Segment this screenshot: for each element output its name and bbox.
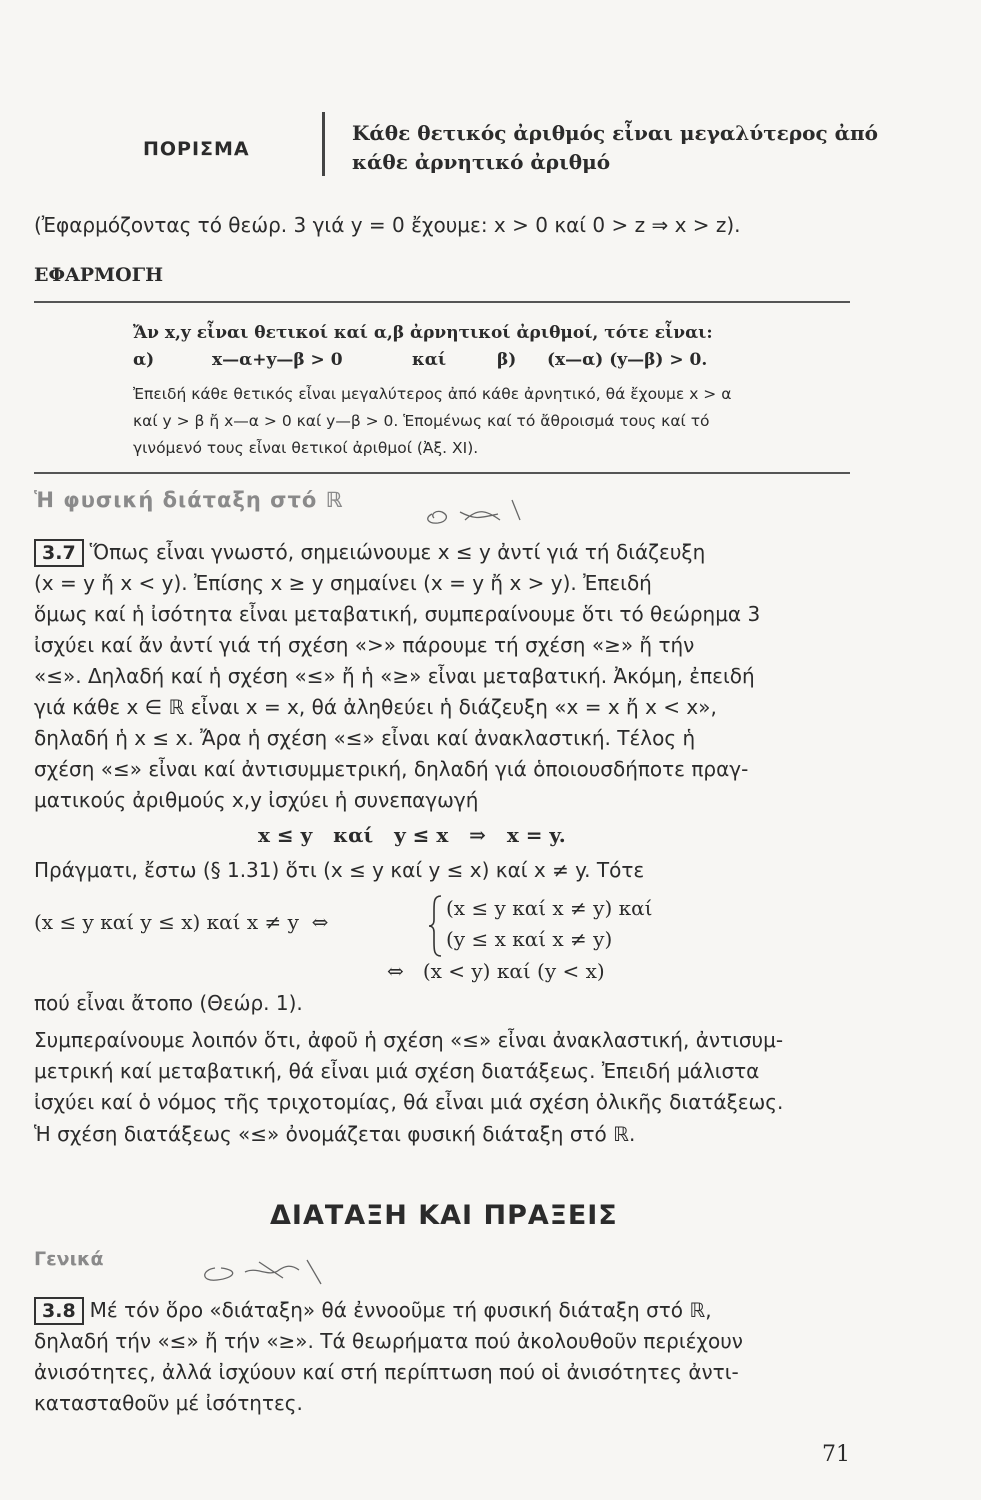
corollary-note: (Ἐφαρμόζοντας τό θεώρ. 3 γιά y = 0 ἔχουμε: x > 0 καί 0 > z ⇒ x > z). [34, 213, 741, 237]
section-ops-subheading: Γενικά [34, 1248, 104, 1270]
conclusion-line-1: Συμπεραίνουμε λοιπόν ὅτι, ἀφοῦ ἡ σχέση «≤» εἶναι ἀνακλαστική, ἀντισυμ- [34, 1028, 784, 1052]
conclusion-line-4: Ἡ σχέση διατάξεως «≤» ὀνομάζεται φυσική διάταξη στό ℝ. [34, 1122, 636, 1146]
corollary-divider [322, 112, 325, 176]
section-natural-line-3: ὅμως καί ἡ ἰσότητα εἶναι μεταβατική, συμπεραίνουμε ὅτι τό θεώρημα 3 [34, 602, 761, 626]
section-natural-line-5: «≤». Δηλαδή καί ἡ σχέση «≤» ἤ ἡ «≥» εἶναι μεταβατική. Ἀκόμη, ἐπειδή [34, 664, 755, 688]
application-and: καί [412, 350, 447, 370]
left-brace [428, 894, 444, 958]
pencil-scribble-1 [420, 490, 530, 530]
corollary-line-1: Κάθε θετικός ἀριθμός εἶναι μεγαλύτερος ἀπό [352, 121, 878, 145]
section-ops-line-3: ἀνισότητες, ἀλλά ἰσχύουν καί στή περίπτωση πού οἱ ἀνισότητες ἀντι- [34, 1360, 739, 1384]
application-proof-2: καί y > β ἤ x—α > 0 καί y—β > 0. Ἑπομένως καί τό ἄθροισμά τους καί τό [133, 412, 710, 430]
section-ops-title: ΔΙΑΤΑΞΗ ΚΑΙ ΠΡΑΞΕΙΣ [270, 1200, 618, 1231]
corollary-line-2: κάθε ἀρνητικό ἀριθμό [352, 150, 611, 174]
equivalence-right-3: ⇔ (x < y) καί (y < x) [387, 959, 605, 983]
section-ops-text-1: Μέ τόν ὅρο «διάταξη» θά ἐννοοῦμε τή φυσική διάταξη στό ℝ, [89, 1298, 712, 1322]
section-natural-line-8: σχέση «≤» εἶναι καί ἀντισυμμετρική, δηλαδή γιά ὁποιουσδήποτε πραγ- [34, 757, 749, 781]
section-ops-line-1 [34, 1295, 712, 1325]
section-number-3-8: 3.8 [34, 1297, 84, 1325]
indeed-line: Πράγματι, ἔστω (§ 1.31) ὅτι (x ≤ y καί y ≤ x) καί x ≠ y. Τότε [34, 858, 645, 882]
section-ops-line-2: δηλαδή τήν «≤» ἤ τήν «≥». Τά θεωρήματα πού ἀκολουθοῦν περιέχουν [34, 1329, 743, 1353]
section-natural-line-6: γιά κάθε x ∈ ℝ εἶναι x = x, θά ἀληθεύει ἡ διάζευξη «x = x ἤ x < x», [34, 695, 717, 719]
section-natural-line-4: ἰσχύει καί ἄν ἀντί γιά τή σχέση «>» πάρουμε τή σχέση «≥» ἤ τήν [34, 633, 695, 657]
application-bottom-rule [34, 472, 850, 474]
section-natural-line-7: δηλαδή ἡ x ≤ x. Ἄρα ἡ σχέση «≤» εἶναι καί ἀνακλαστική. Τέλος ἡ [34, 726, 696, 750]
section-natural-line-9: ματικούς ἀριθμούς x,y ἰσχύει ἡ συνεπαγωγή [34, 788, 479, 812]
antisymmetry-implication: x ≤ y καί y ≤ x ⇒ x = y. [258, 823, 566, 847]
conclusion-line-2: μετρική καί μεταβατική, θά εἶναι μιά σχέση διατάξεως. Ἐπειδή μάλιστα [34, 1059, 760, 1083]
section-natural-line-2: (x = y ἤ x < y). Ἐπίσης x ≥ y σημαίνει (x = y ἤ x > y). Ἐπειδή [34, 571, 652, 595]
application-proof-1: Ἐπειδή κάθε θετικός εἶναι μεγαλύτερος ἀπό κάθε ἀρνητικό, θά ἔχουμε x > α [133, 385, 732, 403]
page-number: 71 [822, 1442, 850, 1467]
application-proof-3: γινόμενό τους εἶναι θετικοί ἀριθμοί (Ἀξ. XI). [133, 439, 479, 457]
section-number-3-7: 3.7 [34, 539, 84, 567]
equivalence-right-2: (y ≤ x καί x ≠ y) [446, 927, 613, 951]
application-part-b: (x—α) (y—β) > 0. [547, 350, 708, 370]
corollary-label: ΠΟΡΙΣΜΑ [143, 138, 250, 160]
section-natural-heading: Ἡ φυσική διάταξη στό ℝ [34, 488, 344, 512]
equivalence-right-1: (x ≤ y καί x ≠ y) καί [446, 896, 653, 920]
application-statement: Ἄν x,y εἶναι θετικοί καί α,β ἀρνητικοί ἀριθμοί, τότε εἶναι: [133, 323, 713, 343]
conclusion-line-3: ἰσχύει καί ὁ νόμος τῆς τριχοτομίας, θά εἶναι μιά σχέση ὁλικῆς διατάξεως. [34, 1090, 784, 1114]
application-heading: ΕΦΑΡΜΟΓΗ [34, 264, 164, 286]
application-part-a: x—α+y—β > 0 [212, 350, 343, 370]
section-natural-text-1: Ὅπως εἶναι γνωστό, σημειώνουμε x ≤ y ἀντί γιά τή διάζευξη [89, 540, 706, 564]
application-part-a-label: α) [133, 350, 155, 370]
equivalence-left: (x ≤ y καί y ≤ x) καί x ≠ y ⇔ [34, 910, 329, 934]
absurd-line: πού εἶναι ἄτοπο (Θεώρ. 1). [34, 991, 303, 1015]
application-top-rule [34, 301, 850, 303]
application-part-b-label: β) [497, 350, 517, 370]
section-ops-line-4: κατασταθοῦν μέ ἰσότητες. [34, 1391, 303, 1415]
section-natural-line-1 [34, 537, 705, 567]
pencil-scribble-2 [195, 1248, 335, 1292]
